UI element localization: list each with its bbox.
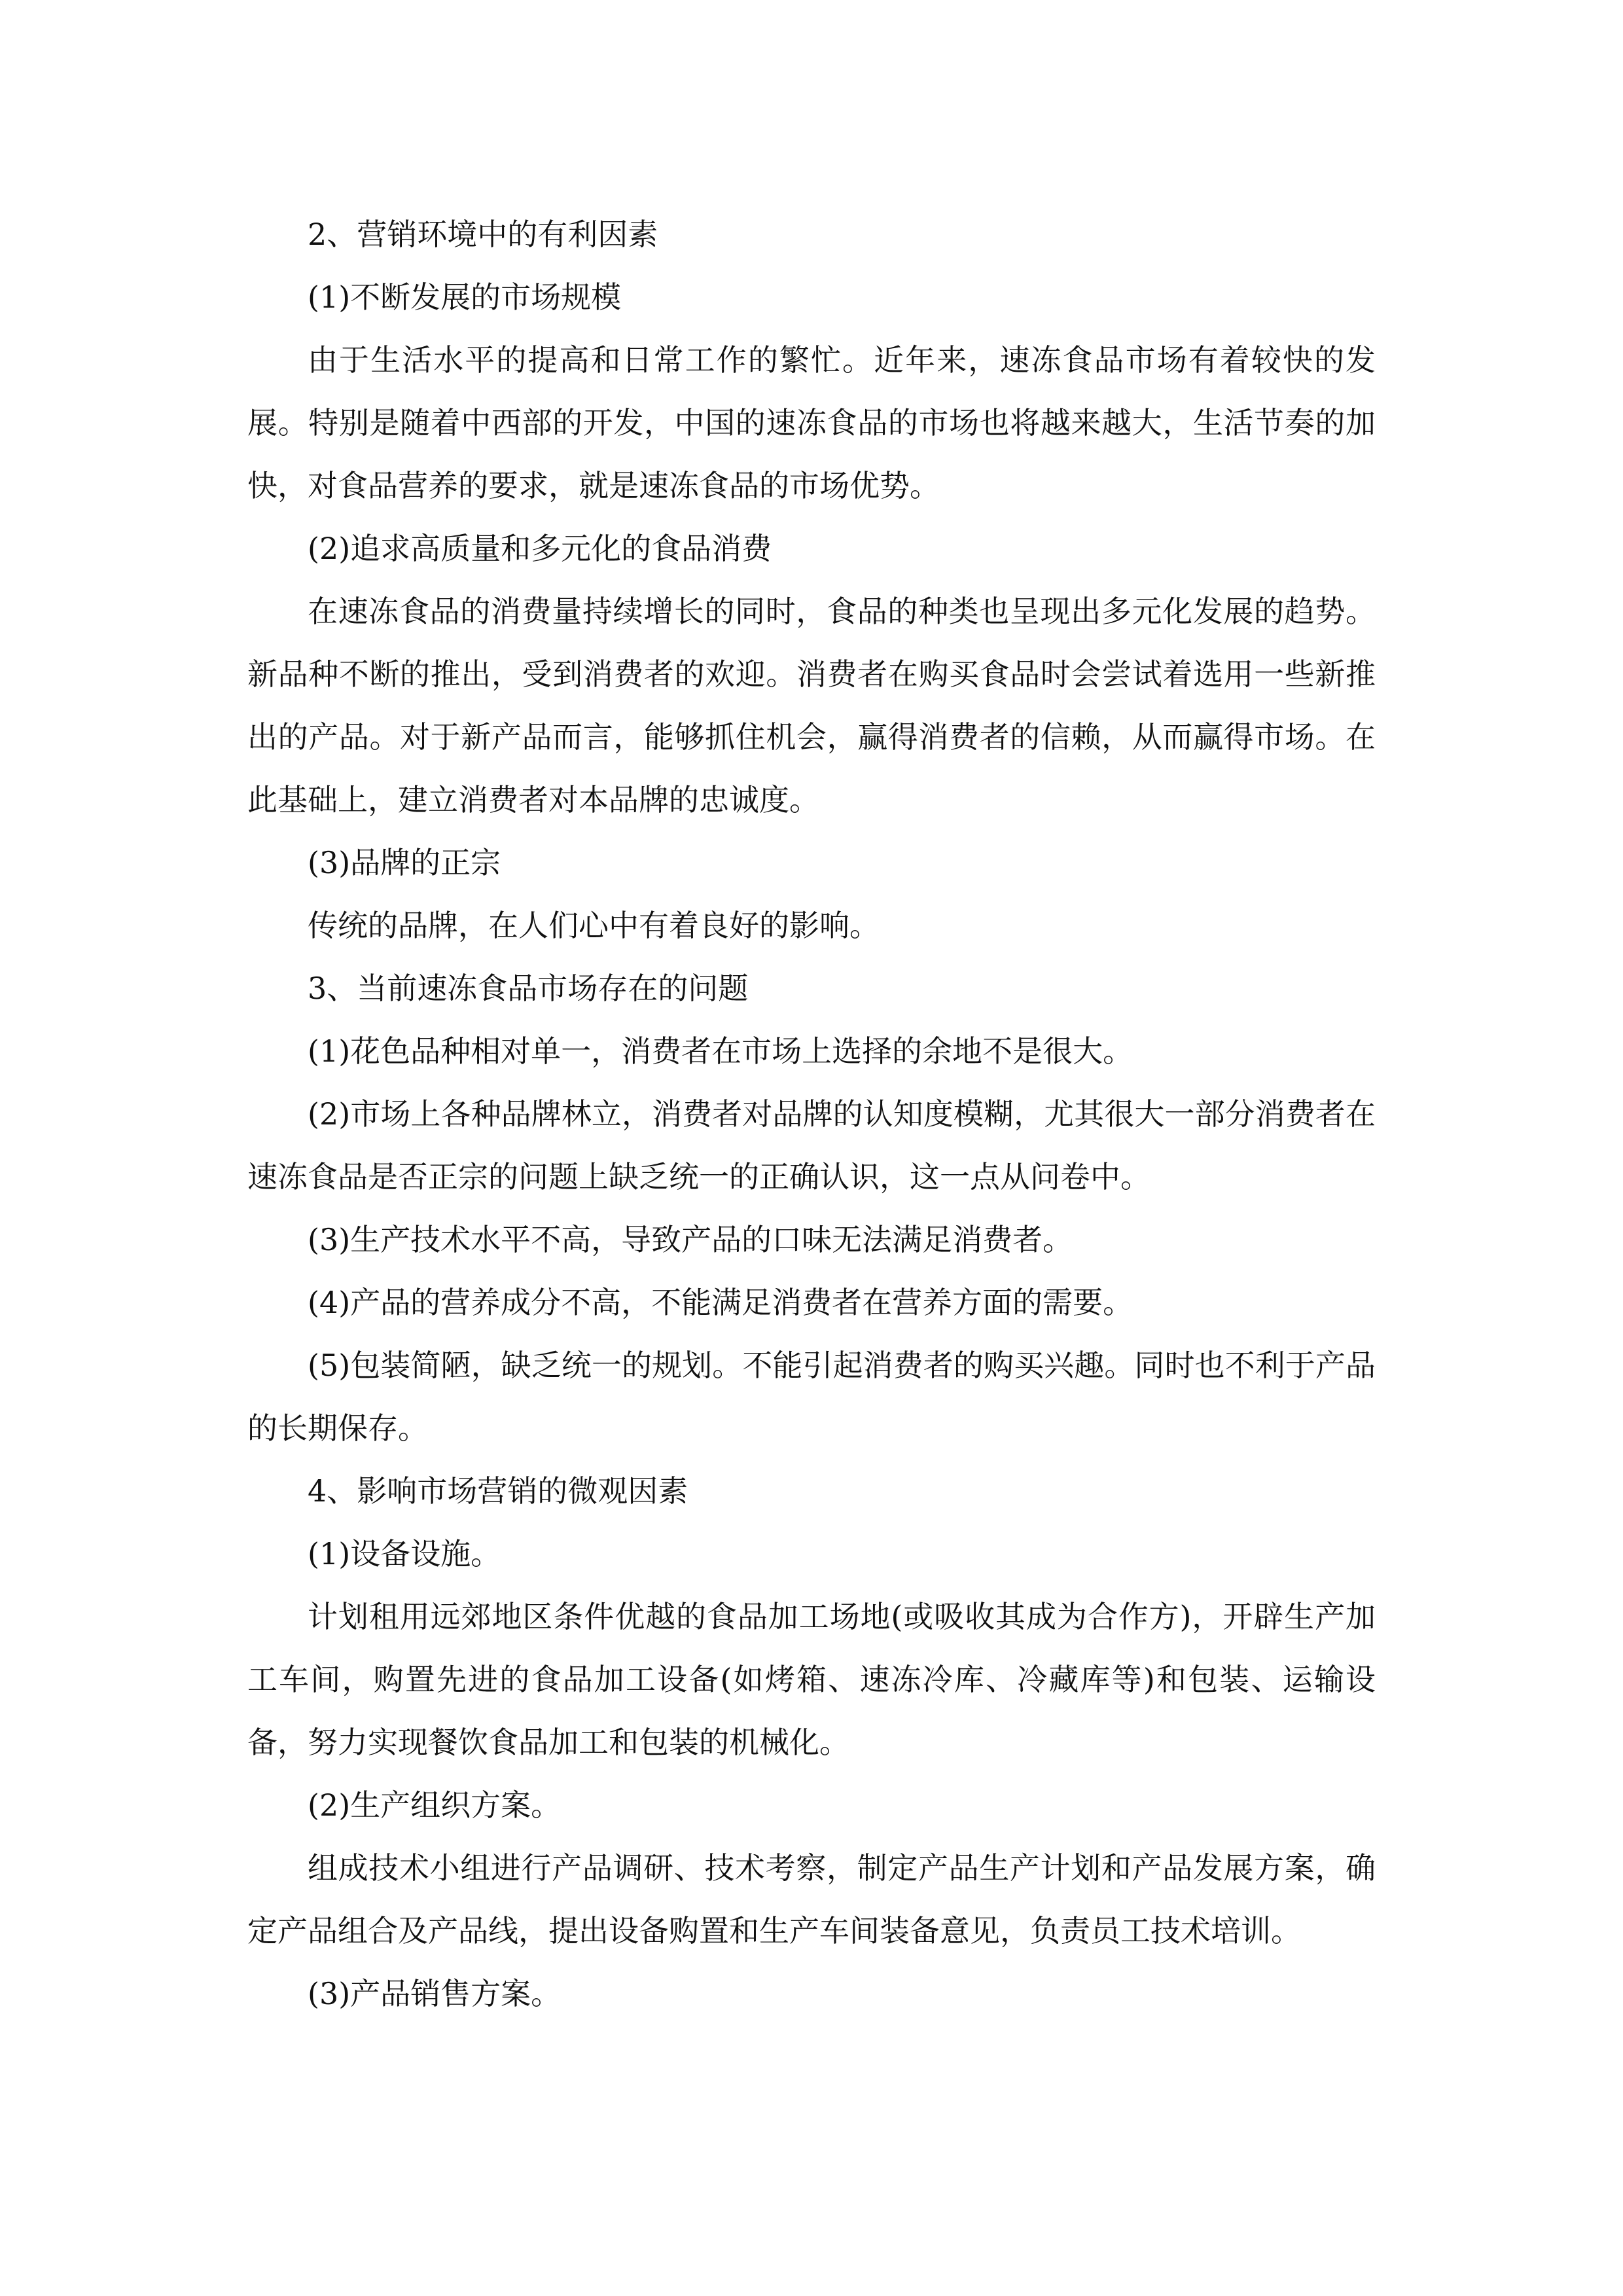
paragraph: 传统的品牌，在人们心中有着良好的影响。 (308, 908, 880, 943)
list-item: (4)产品的营养成分不高，不能满足消费者在营养方面的需要。 (308, 1285, 1133, 1320)
body-text (247, 203, 1376, 2025)
list-item: (5)包装简陋，缺乏统一的规划。不能引起消费者的购买兴趣。同时也不利于产品的长期保存。 (247, 1348, 1376, 1446)
paragraph: 在速冻食品的消费量持续增长的同时，食品的种类也呈现出多元化发展的趋势。新品种不断的推出，受到消费者的欢迎。消费者在购买食品时会尝试着选用一些新推出的产品。对于新产品而言，能够抓住机会，赢得消费者的信赖，从而赢得市场。在此基础上，建立消费者对本品牌的忠诚度。 (247, 594, 1376, 817)
subheading: (2)生产组织方案。 (308, 1787, 562, 1823)
paragraph: 组成技术小组进行产品调研、技术考察，制定产品生产计划和产品发展方案，确定产品组合及产品线，提出设备购置和生产车间装备意见，负责员工技术培训。 (247, 1850, 1376, 1948)
subheading: (3)产品销售方案。 (308, 1976, 562, 2011)
subheading: (1)设备设施。 (308, 1536, 501, 1571)
section-heading: 2、营销环境中的有利因素 (308, 217, 658, 252)
subheading: (2)追求高质量和多元化的食品消费 (308, 531, 772, 566)
section-heading: 3、当前速冻食品市场存在的问题 (308, 971, 749, 1006)
subheading: (3)品牌的正宗 (308, 845, 501, 880)
subheading: (1)不断发展的市场规模 (308, 279, 622, 315)
paragraph: 由于生活水平的提高和日常工作的繁忙。近年来，速冻食品市场有着较快的发展。特别是随着中西部的开发，中国的速冻食品的市场也将越来越大，生活节奏的加快，对食品营养的要求，就是速冻食品的市场优势。 (247, 342, 1376, 503)
paragraph: 计划租用远郊地区条件优越的食品加工场地(或吸收其成为合作方)，开辟生产加工车间，购置先进的食品加工设备(如烤箱、速冻冷库、冷藏库等)和包装、运输设备，努力实现餐饮食品加工和包装的机械化。 (247, 1599, 1376, 1760)
list-item: (2)市场上各种品牌林立，消费者对品牌的认知度模糊，尤其很大一部分消费者在速冻食品是否正宗的问题上缺乏统一的正确认识，这一点从问卷中。 (247, 1096, 1376, 1194)
list-item: (1)花色品种相对单一，消费者在市场上选择的余地不是很大。 (308, 1033, 1133, 1069)
section-heading: 4、影响市场营销的微观因素 (308, 1473, 688, 1509)
list-item: (3)生产技术水平不高，导致产品的口味无法满足消费者。 (308, 1222, 1073, 1257)
